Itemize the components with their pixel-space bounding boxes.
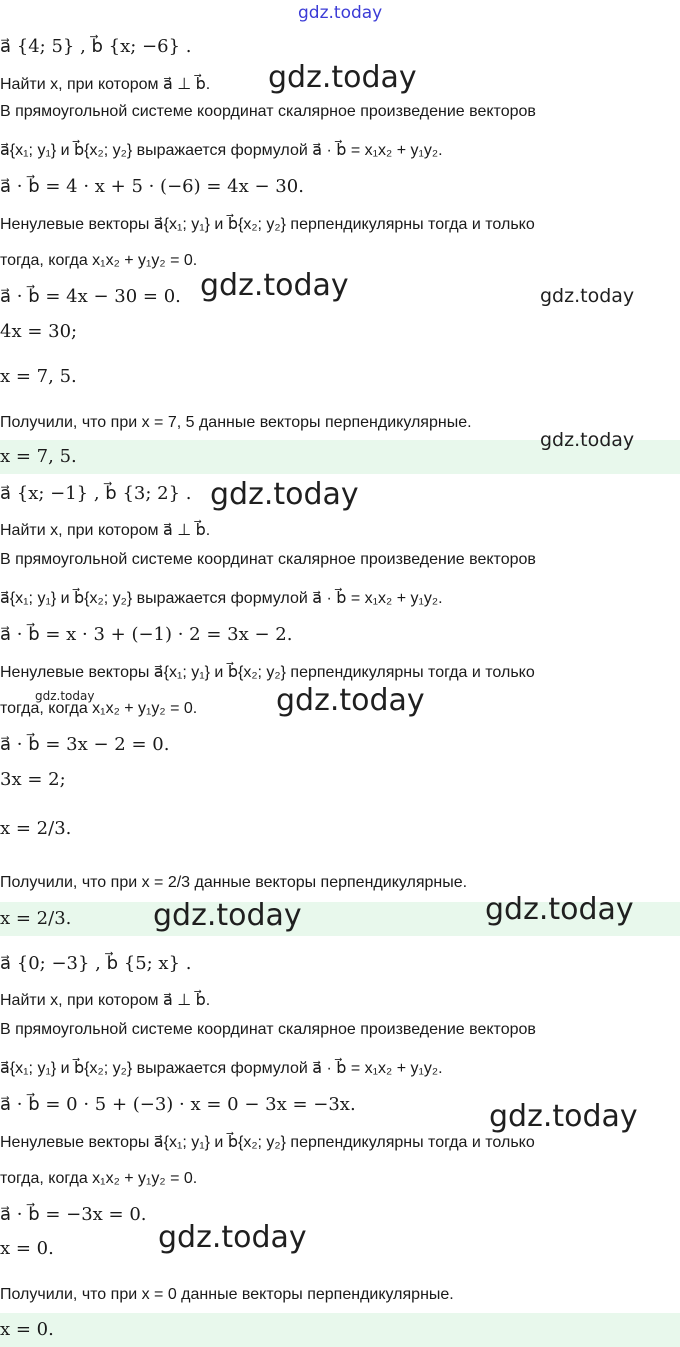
equation-step: 3x = 2; — [0, 769, 66, 790]
find-line: Найти x, при котором a⃗ ⊥ b⃗. — [0, 992, 211, 1009]
condition-line: Ненулевые векторы a⃗{x₁; y₁} и b⃗{x₂; y₂} перпендикулярны тогда и только — [0, 1134, 535, 1151]
theory-formula-line: a⃗{x₁; y₁} и b⃗{x₂; y₂} выражается формулой a⃗ · b⃗ = x₁x₂ + y₁y₂. — [0, 1060, 443, 1077]
watermark: gdz.today — [158, 1220, 307, 1255]
theory-formula-line: a⃗{x₁; y₁} и b⃗{x₂; y₂} выражается формулой a⃗ · b⃗ = x₁x₂ + y₁y₂. — [0, 590, 443, 607]
dot-product-step: a⃗ · b⃗ = x · 3 + (−1) · 2 = 3x − 2. — [0, 624, 293, 645]
condition-line: тогда, когда x₁x₂ + y₁y₂ = 0. — [0, 1170, 198, 1187]
given-line: a⃗ {0; −3} , b⃗ {5; x} . — [0, 953, 192, 974]
condition-line: Ненулевые векторы a⃗{x₁; y₁} и b⃗{x₂; y₂} перпендикулярны тогда и только — [0, 664, 535, 681]
equation-step: a⃗ · b⃗ = 3x − 2 = 0. — [0, 734, 170, 755]
watermark: gdz.today — [276, 683, 425, 718]
watermark: gdz.today — [268, 60, 417, 95]
watermark: gdz.today — [489, 1099, 638, 1134]
watermark: gdz.today — [485, 892, 634, 927]
given-line: a⃗ {4; 5} , b⃗ {x; −6} . — [0, 36, 192, 57]
answer-band — [0, 1313, 680, 1347]
given-line: a⃗ {x; −1} , b⃗ {3; 2} . — [0, 483, 192, 504]
watermark: gdz.today — [200, 268, 349, 303]
watermark: gdz.today — [153, 898, 302, 933]
dot-product-step: a⃗ · b⃗ = 4 · x + 5 · (−6) = 4x − 30. — [0, 176, 304, 197]
equation-step: 4x = 30; — [0, 321, 78, 342]
conclusion-line: Получили, что при x = 2/3 данные векторы перпендикулярные. — [0, 874, 468, 891]
dot-product-step: a⃗ · b⃗ = 0 · 5 + (−3) · x = 0 − 3x = −3x. — [0, 1094, 356, 1115]
watermark: gdz.today — [540, 429, 635, 451]
answer-line: x = 0. — [0, 1319, 54, 1340]
equation-step: x = 2/3. — [0, 818, 72, 839]
conclusion-line: Получили, что при x = 0 данные векторы перпендикулярные. — [0, 1286, 454, 1303]
equation-step: a⃗ · b⃗ = 4x − 30 = 0. — [0, 286, 181, 307]
equation-step: x = 0. — [0, 1238, 54, 1259]
condition-line: тогда, когда x₁x₂ + y₁y₂ = 0. — [0, 252, 198, 269]
theory-line: В прямоугольной системе координат скалярное произведение векторов — [0, 1021, 536, 1038]
conclusion-line: Получили, что при x = 7, 5 данные векторы перпендикулярные. — [0, 414, 472, 431]
theory-line: В прямоугольной системе координат скалярное произведение векторов — [0, 551, 536, 568]
find-line: Найти x, при котором a⃗ ⊥ b⃗. — [0, 76, 211, 93]
watermark: gdz.today — [210, 477, 359, 512]
answer-line: x = 7, 5. — [0, 446, 77, 467]
equation-step: x = 7, 5. — [0, 366, 77, 387]
watermark: gdz.today — [540, 285, 635, 307]
watermark: gdz.today — [298, 3, 383, 23]
condition-line: тогда, когда x₁x₂ + y₁y₂ = 0. — [0, 700, 198, 717]
condition-line: Ненулевые векторы a⃗{x₁; y₁} и b⃗{x₂; y₂} перпендикулярны тогда и только — [0, 216, 535, 233]
find-line: Найти x, при котором a⃗ ⊥ b⃗. — [0, 522, 211, 539]
watermark: gdz.today — [35, 689, 95, 703]
theory-formula-line: a⃗{x₁; y₁} и b⃗{x₂; y₂} выражается формулой a⃗ · b⃗ = x₁x₂ + y₁y₂. — [0, 142, 443, 159]
answer-line: x = 2/3. — [0, 908, 72, 929]
theory-line: В прямоугольной системе координат скалярное произведение векторов — [0, 103, 536, 120]
equation-step: a⃗ · b⃗ = −3x = 0. — [0, 1204, 147, 1225]
